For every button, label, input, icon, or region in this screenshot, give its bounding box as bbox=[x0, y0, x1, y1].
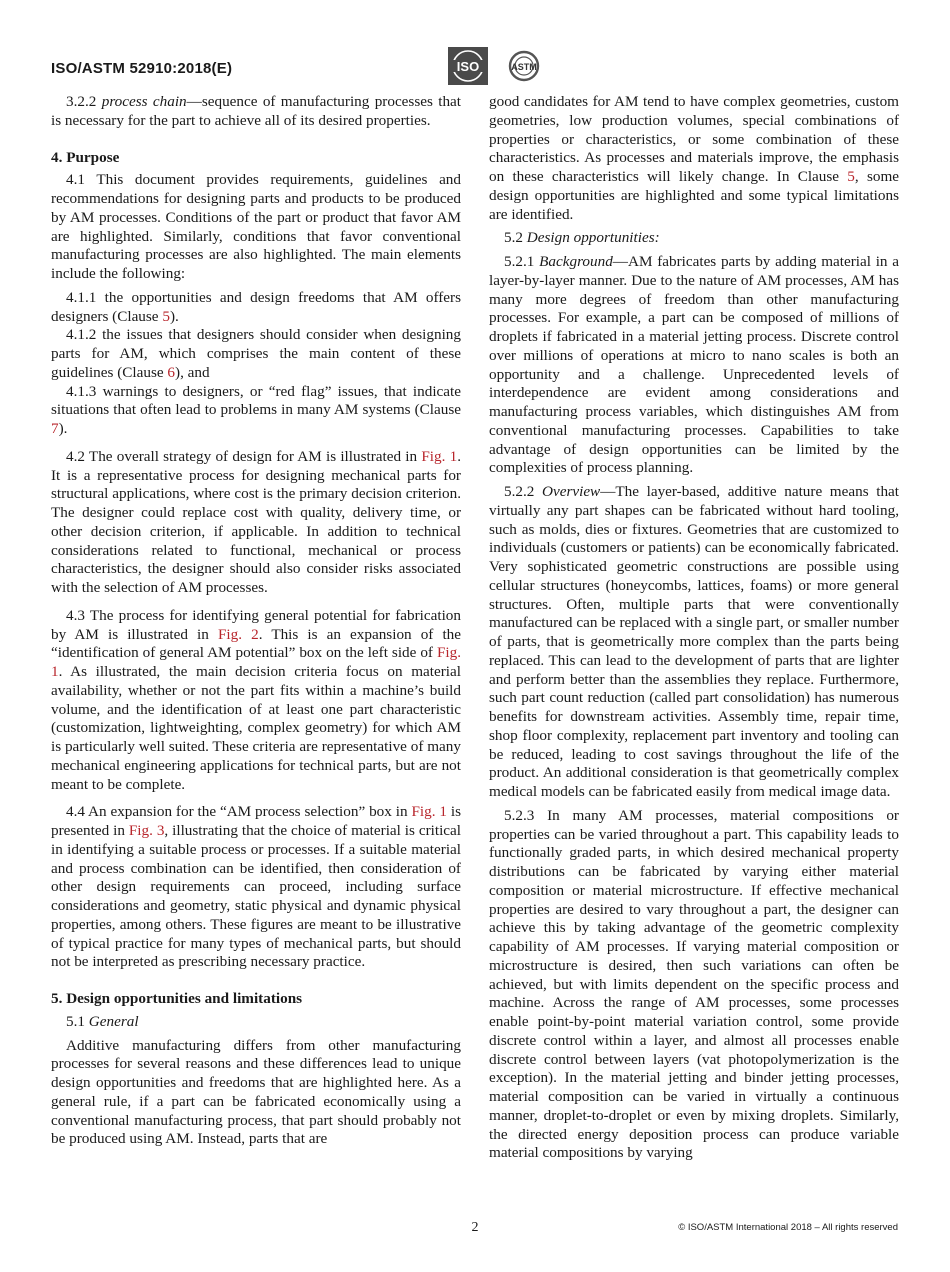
header-logos bbox=[448, 47, 548, 87]
para-5-2 bbox=[489, 229, 899, 248]
para-text: 4.2 The overall strategy of design for AM is illustrated in bbox=[66, 447, 422, 465]
para-text: —The layer-based, additive nature means that virtually any part shapes can be fabricated without hard tooling, such as molds, dies or fixtures. Geometries that are customized to individuals (customers or patients) can be economically fabricated. Very sophisticated geometric constructions are possible using cellular structures (honeycombs, lattices, foams) or more general structures. Often, multiple parts that were conventionally manufactured can be replaced with a single part, or smaller number of parts, that is geometrically more complex than the parts being replaced. This can lead to the development of parts that are lighter and perform better than the assemblies they replace. Furthermore, such part count reduction (called part consolidation) has numerous benefits for downstream activities. Assembly time, repair time, shop floor complexity, replacement part inventory and tooling can be reduced, leading to cost savings throughout the life of the product. An additional consideration is that geometrically complex medical models can be fabricated easily from medical image data. bbox=[489, 483, 899, 800]
para-text: 4.1.3 warnings to designers, or “red flag” issues, that indicate situations that often lead to problems in many AM systems (Clause bbox=[51, 382, 461, 419]
para-text: 4.1.1 the opportunities and design freedoms that AM offers designers (Clause bbox=[51, 288, 461, 325]
para-4-3 bbox=[51, 607, 461, 795]
right-column bbox=[489, 93, 899, 1163]
para-text: —sequence of manufacturing processes that is necessary for the part to achieve all of its desired properties. bbox=[51, 93, 462, 129]
para-4-2 bbox=[51, 448, 461, 598]
para-5-2-1 bbox=[489, 253, 899, 478]
standard-id: ISO/ASTM 52910:2018(E) bbox=[51, 60, 233, 77]
astm-logo-text: ASTM bbox=[511, 62, 537, 72]
para-text: ). bbox=[169, 307, 179, 325]
para-5-2-2 bbox=[489, 483, 899, 802]
para-title: Background bbox=[539, 253, 613, 270]
para-text: . This is an expansion of the “identification of general AM potential” box on the left side of bbox=[51, 625, 462, 662]
fig-1-link[interactable]: Fig. 1 bbox=[51, 644, 461, 680]
copyright-notice: © ISO/ASTM International 2018 – All rights reserved bbox=[678, 1222, 898, 1233]
fig-1-link[interactable]: Fig. 1 bbox=[411, 803, 447, 821]
para-number: 5.2 bbox=[504, 229, 523, 247]
para-text: good candidates for AM tend to have complex geometries, custom geometries, low production volumes, special combinations of properties or characteristics, or some combination of these characteristics. As processes and materials improve, the emphasis on these characteristics will likely change. In Clause bbox=[489, 93, 899, 185]
left-column bbox=[51, 93, 461, 1149]
para-text: . It is a representative process for designing mechanical parts for structural applications, where cost is the primary decision criterion. The designer could replace cost with quality, delivery time, or other decision criterion, if applicable. In addition to technical considerations related to functional, mechanical or process characteristics, the designer should also consider risks associated with the selection of AM processes. bbox=[51, 447, 461, 596]
para-title: General bbox=[88, 1012, 139, 1030]
para-text: 4.1.2 the issues that designers should consider when designing parts for AM, which comprises the main content of these guidelines (Clause bbox=[51, 326, 461, 381]
heading-purpose: 4. Purpose bbox=[51, 148, 120, 166]
fig-3-link[interactable]: Fig. 3 bbox=[128, 822, 165, 839]
para-text: , illustrating that the choice of material is critical in identifying a suitable process or processes. If a suitable material and process combination can be identified, then consideration of other design requirements can proceed, including surface considerations and geometry, static physical and dynamic physical properties, among others. These figures are meant to be illustrative of typical practice for many types of mechanical parts, but should not be interpreted as prescribing necessary practice. bbox=[51, 822, 461, 971]
para-title: Design opportunities: bbox=[526, 229, 660, 247]
para-5-2-3: 5.2.3 In many AM processes, material compositions or properties can be varied throughout a part. This capability leads to functionally graded parts, in which desired mechanical property distributions can be fabricated by varying either material composition or material microstructure. If effective mechanical properties are desired to vary throughout a part, the designer can achieve this by taking advantage of the geometric complexity capability of AM processes. If varying material composition or microstructure is desired, then such variations can often be achieved, but with limits dependent on the specific process and machine. Across the range of AM processes, some processes enable point-by-point material variation control, some provide discrete control within a layer, and almost all processes enable discrete control between layers (vat photopolymerization is the exception). In the material jetting and binder jetting processes, material composition can be varied in virtually a continuous manner, droplet-to-droplet or even by mixing droplets. Similarly, the directed energy deposition process can produce variable material compositions by varying bbox=[489, 806, 899, 1162]
para-text: 4.3 The process for identifying general potential for fabrication by AM is illustrated in bbox=[51, 606, 461, 643]
heading-design-opportunities: 5. Design opportunities and limitations bbox=[51, 990, 303, 1007]
page-number: 2 bbox=[471, 1220, 479, 1235]
para-4-1-3 bbox=[51, 383, 461, 439]
para-number: 3.2.2 bbox=[66, 93, 97, 110]
para-5-1-body: Additive manufacturing differs from other manufacturing processes for several reasons and these differences lead to unique design opportunities and freedoms that are highlighted here. As a general rule, if a part can be fabricated economically using a conventional manufacturing process, that part should probably not be produced using AM. Instead, parts that are bbox=[51, 1036, 461, 1148]
clause-7-link[interactable]: 7 bbox=[51, 420, 59, 437]
para-text: is presented in bbox=[51, 803, 461, 839]
para-4-4 bbox=[51, 803, 461, 972]
para-number: 5.2.2 bbox=[504, 483, 535, 500]
clause-5-link[interactable]: 5 bbox=[162, 307, 170, 325]
fig-1-link[interactable]: Fig. 1 bbox=[421, 447, 458, 465]
para-text: ), and bbox=[175, 363, 210, 381]
para-5-1-continued bbox=[489, 93, 899, 224]
astm-logo bbox=[504, 49, 544, 83]
term-process-chain: process chain bbox=[101, 93, 187, 110]
clause-6-link[interactable]: 6 bbox=[167, 363, 176, 381]
iso-logo-text: ISO bbox=[456, 59, 480, 74]
para-text: . As illustrated, the main decision criteria focus on material availability, whether or not the part fits within a machine’s build volume, and the identification of at least one part characteristic (customization, lightweighting, complex geometry) for which AM is particularly well suited. These criteria are representative of many mechanical engineering applications for technical parts, but are not meant to be complete. bbox=[51, 663, 461, 793]
para-title: Overview bbox=[542, 483, 601, 500]
para-text: ). bbox=[58, 420, 68, 437]
para-4-1: 4.1 This document provides requirements, guidelines and recommendations for designing parts and products to be produced by AM processes. Conditions of the part or product that favor AM are highlighted. Similarly, conditions that favor conventional manufacturing processes are also highlighted. The main elements include the following: bbox=[51, 171, 461, 282]
clause-5-link[interactable]: 5 bbox=[847, 168, 855, 185]
para-number: 5.1 bbox=[66, 1012, 85, 1030]
para-text: , some design opportunities are highlighted and some typical limitations are identified. bbox=[489, 168, 900, 223]
fig-2-link[interactable]: Fig. 2 bbox=[217, 625, 259, 643]
para-number: 5.2.1 bbox=[504, 253, 535, 270]
para-text: 4.4 An expansion for the “AM process selection” box in bbox=[66, 803, 412, 821]
para-4-1-2 bbox=[51, 326, 461, 382]
para-text: —AM fabricates parts by adding material in a layer-by-layer manner. Due to the nature of AM processes, AM has many more degrees of freedom than other manufacturing processes. For example, a part can be composed of millions of droplets if fabricated in a material jetting process. Discrete control over millions of operations at micro to nano scales is both an opportunity and a challenge. Unprecedented levels of interdependence are evident among considerations and manufacturing process variables, which distinguishes AM from conventional manufacturing processes. Capabilities to take advantage of design opportunities can be limited by the complexities of process planning. bbox=[489, 253, 899, 477]
para-5-1 bbox=[51, 1013, 461, 1032]
para-4-1-1 bbox=[51, 289, 461, 327]
para-3-2-2 bbox=[51, 93, 461, 131]
iso-logo bbox=[448, 47, 488, 85]
